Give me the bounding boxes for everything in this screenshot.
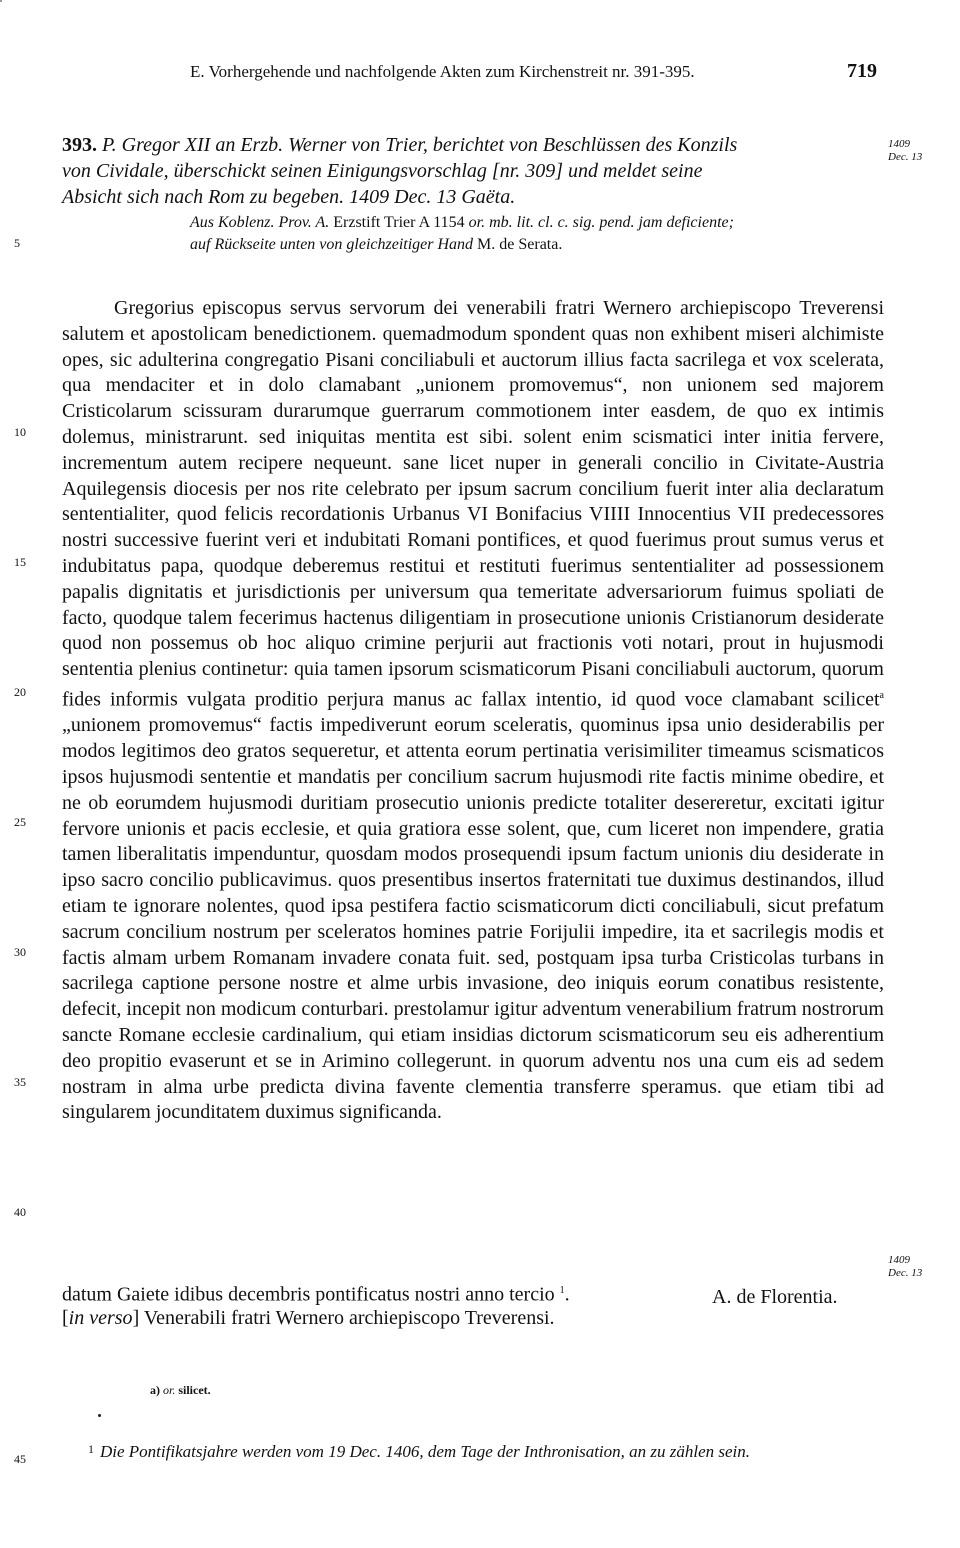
margin-date-top [888,138,922,164]
regest-heading [62,132,897,210]
letter-text-part-1: Gregorius episcopus servus servorum dei venerabili fratri Wernero archiepiscopo Treverensi salutem et apostolicam benedictionem. quemadmodum spondent quas non exhibent miseri alchimiste opes, sic adulterina congregatio Pisani conciliabuli et auctorum illius facta sacrilega et vox scelerata, qua mendaciter et in dolo clamabant „unionem promovemus“, non unionem sed majorem Cristicolarum scissuram durarumque guerrarum commotionem inter easdem, de quo ex intimis dolemus, ministrarunt. sed iniquitas mentita est sibi. solent enim scismatici inter initia fervere, incrementum autem recipere nequeunt. sane licet nuper in generali concilio in Civitate-Austria Aquilegensis diocesis per nos rite celebrato per ipsum sacrum concilium fuerit inter alia declaratum sententialiter, quod felicis recordationis Urbanus VI Bonifacius VIIII Innocentius VII predecessores nostri successive fuerint veri et indubitati Romani pontifices, et quod fuerimus prout sumus verus et indubitatus papa, quodque deberemus restitui et restituti fuerimus sententialiter ad possessionem papalis dignitatis et jurisdictionis per universum qua temeritate adversariorum fuimus spoliati de facto, quodque talem fecerimus hactenus diligentiam in prosecutione unionis Cristianorum desiderate quod non possemus ob hoc aliquo crimine perjurii aut fractionis voti notari, prout in hujusmodi sententia plenius continetur: quia tamen ipsorum scismaticorum Pisani conciliabuli auctorum, quorum fides informis vulgata proditio perjura manus ac fallax intentio, id quod voce clamabant scilicet [62,297,884,711]
line-number: 20 [14,685,26,699]
line-number: 30 [14,945,26,959]
verso-text: Venerabili fratri Wernero archiepiscopo Treverensi. [143,1307,555,1329]
footnote-ref-a: a [879,689,884,701]
footnote-a-mark: a) [150,1383,160,1397]
stray-mark [98,1414,101,1417]
source-archive: Aus Koblenz. Prov. A. [190,214,330,231]
source-signature: Erzstift Trier A 1154 [333,214,465,231]
regest-line-3: Absicht sich nach Rom zu begeben. 1409 Dec. 13 Gaëta. [62,186,516,208]
line-number: 15 [14,555,26,569]
source-note [190,212,910,256]
verso-address: [in verso] Venerabili fratri Wernero archiepiscopo Treverensi. [62,1307,555,1329]
margin-date-bottom [888,1254,922,1280]
dating-clause: datum Gaiete idibus decembris pontificatus nostri anno tercio $^1$. [62,1283,570,1306]
margin-day: Dec. 13 [888,151,923,163]
running-header: E. Vorhergehende und nachfolgende Akten zum Kirchenstreit nr. 391-395. [190,62,695,81]
line-number: 35 [14,1075,26,1089]
line-number: 45 [14,1452,26,1466]
scan-artifact [0,0,2,2]
source-description: or. mb. lit. cl. c. sig. pend. jam deficiente; [468,214,734,231]
margin-day: Dec. 13 [888,1267,923,1279]
line-number: 40 [14,1205,26,1219]
line-number: 10 [14,425,26,439]
footnote-1-mark: 1 [88,1442,94,1456]
footnote-a-text: or. [163,1383,176,1397]
footnote-1 [88,1442,750,1462]
margin-year: 1409 [888,138,910,150]
footnote-1-text: Die Pontifikatsjahre werden vom 19 Dec. 1406, dem Tage der Inthronisation, an zu zählen sein. [100,1442,751,1461]
line-number: 25 [14,815,26,829]
page-number: 719 [847,60,877,82]
letter-text-part-2: „unionem promovemus“ factis impediverunt eorum sceleratis, quominus ipsa unio desiderabilis per modos legitimos deo gratos sequeretur, et attenta eorum pertinatia verisimiliter timeamus scismaticos ipsos hujusmodi sententie et mandatis per concilium sacrum hujusmodi rite factis minime obedire, et ne ob eorumdem hujusmodi duritiam prosecutio unionis predicte totaliter desereretur, excitati igitur fervore unionis et pacis ecclesie, et quia gratiora esse solent, que, cum liceret non impendere, gratia tamen liberalitatis impenduntur, quosdam modos prosequendi ipsum factum unionis diu desiderate in ipso sacro concilio publicavimus. quos presentibus insertos fraternitati tue duximus destinandos, illud etiam te ignorare nolentes, quod ipsa pestifera factio scismaticorum dicti conciliabuli, sicut prefatum sacrum concilium nostrum per sceleratos homines patrie Forijulii impedire, ita et sacrilegis modis et factis almam urbem Romanam invadere conata fuit. sed, postquam ipsa turba Cristicolas turbans in sacrilega captione persone nostre et alme urbis invasione, deo iniquis eorum conatibus resistente, defecit, incepit non modicum conturbari. prestolamur igitur adventum venerabilium fratrum nostrorum sancte Romane ecclesie cardinalium, qui etiam insidias dictorum scismaticorum seu eis adherentium deo propitio evaserunt et se in Arimino collegerunt. in quorum adventu nos una cum eis ad sedem nostram in alma urbe predicta divina favente clementia transferre speramus. que etiam tibi ad singularem jocunditatem duximus significanda. [62,714,884,1124]
scribe-signature: A. de Florentia. [712,1286,838,1308]
footnote-a-word: silicet. [178,1383,211,1397]
footnote-a [150,1383,211,1398]
letter-body [62,296,884,1126]
regest-line-2: von Cividale, überschickt seinen Einigungsvorschlag [nr. 309] und meldet seine [62,160,703,182]
footnote-ref-1: 1 [559,1285,565,1296]
datum-text: datum Gaiete idibus decembris pontificatus nostri anno tercio [62,1283,555,1306]
document-number: 393. [62,134,97,156]
verso-label: in verso [68,1307,133,1329]
source-verso-note: auf Rückseite unten von gleichzeitiger Hand [190,236,474,253]
line-number: 5 [14,236,20,250]
margin-year: 1409 [888,1254,910,1266]
source-verso-name: M. de Serata. [477,236,563,253]
regest-line-1: P. Gregor XII an Erzb. Werner von Trier, berichtet von Beschlüssen des Konzils [102,134,738,156]
